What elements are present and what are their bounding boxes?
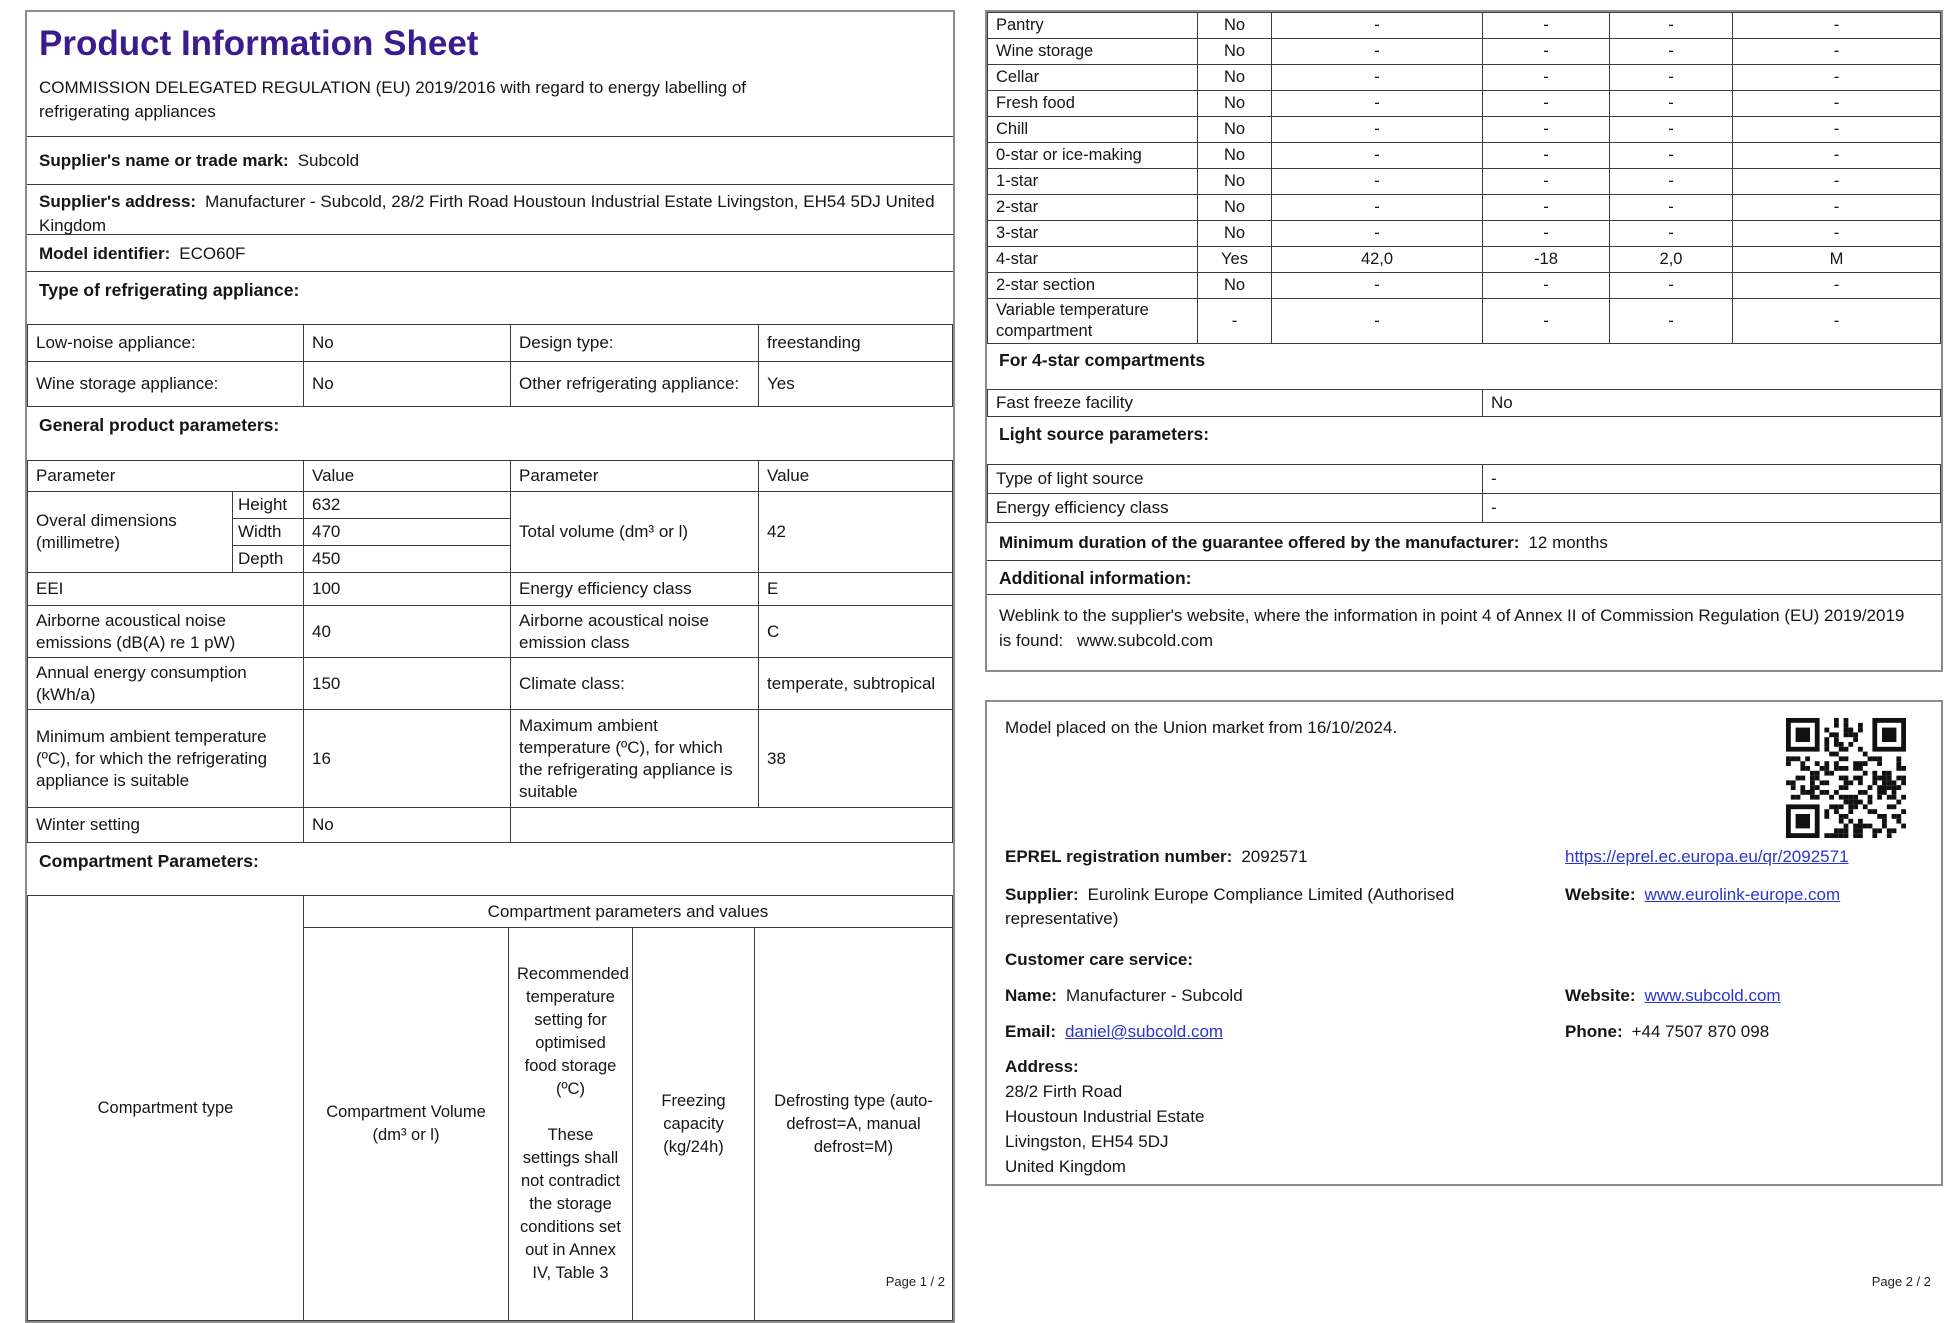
cell-v4: - — [1733, 143, 1941, 169]
cell-name: 2-star section — [988, 273, 1198, 299]
table-row — [28, 808, 953, 843]
name-value: Manufacturer - Subcold — [1065, 986, 1243, 1005]
cell-present: No — [1198, 65, 1272, 91]
max-ambient-label: Maximum ambient temperature (ºC), for which the refrigerating appliance is suitable — [511, 710, 759, 808]
cell-present: No — [1198, 195, 1272, 221]
wine-storage-value: No — [304, 362, 511, 407]
fast-freeze-table — [987, 389, 1941, 417]
cell-name: 3-star — [988, 221, 1198, 247]
eprel-label: EPREL registration number: — [1005, 847, 1233, 866]
noise-class-label: Airborne acoustical noise emission class — [511, 606, 759, 658]
cell-v3: - — [1610, 299, 1733, 344]
cell-v4: - — [1733, 65, 1941, 91]
supplier-name-value: Subcold — [297, 151, 360, 170]
cell-v1: - — [1272, 13, 1483, 39]
cell-v2: - — [1483, 39, 1610, 65]
cell-present: Yes — [1198, 247, 1272, 273]
cell-present: No — [1198, 221, 1272, 247]
website-label: Website: — [1565, 986, 1636, 1005]
depth-value: 450 — [304, 546, 511, 573]
min-ambient-label: Minimum ambient temperature (ºC), for which the refrigerating appliance is suitable — [28, 710, 304, 808]
compartment-band-header: Compartment parameters and values — [304, 896, 953, 928]
table-row — [988, 494, 1941, 523]
cell-v2: - — [1483, 195, 1610, 221]
compartment-row — [988, 195, 1941, 221]
email-row — [1005, 1020, 1223, 1044]
care-website-row — [1565, 984, 1781, 1008]
supplier-name-label: Supplier's name or trade mark: — [39, 151, 289, 170]
additional-info-header: Additional information: — [987, 561, 1941, 595]
page1-footer: Page 1 / 2 — [885, 1274, 945, 1289]
weblink-row — [987, 595, 1929, 657]
cell-v2: - — [1483, 13, 1610, 39]
light-type-label: Type of light source — [988, 465, 1483, 494]
address-label: Address: — [1005, 1057, 1079, 1076]
supplier-website-link[interactable]: www.eurolink-europe.com — [1644, 885, 1841, 904]
eprel-link[interactable]: https://eprel.ec.europa.eu/qr/2092571 — [1565, 847, 1849, 866]
page-subtitle: COMMISSION DELEGATED REGULATION (EU) 2019/2016 with regard to energy labelling of refrigerating appliances — [39, 78, 747, 121]
low-noise-label: Low-noise appliance: — [28, 325, 304, 362]
total-volume-value: 42 — [759, 492, 953, 573]
four-star-section-header: For 4-star compartments — [999, 350, 1206, 370]
cell-v3: - — [1610, 13, 1733, 39]
customer-care-header: Customer care service: — [1005, 950, 1194, 969]
compartment-row — [988, 143, 1941, 169]
general-parameters-table — [27, 460, 953, 843]
address-line: United Kingdom — [1005, 1157, 1126, 1176]
cell-v4: - — [1733, 221, 1941, 247]
cell-v2: -18 — [1483, 247, 1610, 273]
supplier-website-row — [1565, 883, 1840, 907]
cell-v1: - — [1272, 39, 1483, 65]
compartment-row — [988, 91, 1941, 117]
design-type-value: freestanding — [759, 325, 953, 362]
eprel-row — [1005, 845, 1308, 869]
guarantee-row — [987, 523, 1941, 561]
cell-v3: - — [1610, 195, 1733, 221]
cell-name: Fresh food — [988, 91, 1198, 117]
low-noise-value: No — [304, 325, 511, 362]
cell-v2: - — [1483, 273, 1610, 299]
eprel-link-cell — [1565, 845, 1849, 869]
cell-name: Chill — [988, 117, 1198, 143]
header-value: Value — [759, 461, 953, 492]
defrosting-type-header: Defrosting type (auto-defrost=A, manual defrost=M) — [755, 928, 953, 1321]
page-1 — [25, 10, 955, 1323]
total-volume-label: Total volume (dm³ or l) — [511, 492, 759, 573]
compartment-row — [988, 39, 1941, 65]
cell-v4: - — [1733, 13, 1941, 39]
page2-footer: Page 2 / 2 — [1871, 1274, 1931, 1289]
cell-v3: 2,0 — [1610, 247, 1733, 273]
phone-value: +44 7507 870 098 — [1631, 1022, 1770, 1041]
energy-class-value: E — [759, 573, 953, 606]
cell-v2: - — [1483, 299, 1610, 344]
cell-v4: - — [1733, 91, 1941, 117]
cell-v2: - — [1483, 169, 1610, 195]
name-label: Name: — [1005, 986, 1057, 1005]
supplier-address-row — [27, 185, 953, 235]
cell-v4: - — [1733, 195, 1941, 221]
header-parameter: Parameter — [511, 461, 759, 492]
compartment-row — [988, 247, 1941, 273]
cell-v1: - — [1272, 195, 1483, 221]
cell-name: Cellar — [988, 65, 1198, 91]
page-title: Product Information Sheet — [39, 24, 479, 63]
model-identifier-label: Model identifier: — [39, 244, 171, 263]
cell-present: No — [1198, 117, 1272, 143]
header-value: Value — [304, 461, 511, 492]
width-value: 470 — [304, 519, 511, 546]
compartment-row — [988, 65, 1941, 91]
climate-class-label: Climate class: — [511, 658, 759, 710]
supplier-label: Supplier: — [1005, 885, 1079, 904]
address-line: 28/2 Firth Road — [1005, 1082, 1123, 1101]
noise-label: Airborne acoustical noise emissions (dB(A) re 1 pW) — [28, 606, 304, 658]
supplier-row — [1005, 883, 1505, 931]
cell-v1: - — [1272, 91, 1483, 117]
model-identifier-row — [27, 235, 953, 272]
table-row — [988, 390, 1941, 417]
noise-value: 40 — [304, 606, 511, 658]
cell-v4: - — [1733, 273, 1941, 299]
recommended-temp-note: These settings shall not contradict the storage conditions set out in Annex IV, Table 3 — [520, 1126, 621, 1282]
max-ambient-value: 38 — [759, 710, 953, 808]
cell-present: - — [1198, 299, 1272, 344]
cell-v4: - — [1733, 39, 1941, 65]
cell-v3: - — [1610, 169, 1733, 195]
eprel-value: 2092571 — [1241, 847, 1308, 866]
cell-name: 1-star — [988, 169, 1198, 195]
table-row — [28, 573, 953, 606]
compartment-row — [988, 221, 1941, 247]
fast-freeze-value: No — [1483, 390, 1941, 417]
light-type-value: - — [1483, 465, 1941, 494]
page1-header — [27, 12, 953, 137]
cell-v3: - — [1610, 273, 1733, 299]
table-row — [28, 461, 953, 492]
type-section-header: Type of refrigerating appliance: — [39, 280, 300, 300]
cell-v2: - — [1483, 143, 1610, 169]
compartment-row — [988, 169, 1941, 195]
table-row — [28, 606, 953, 658]
cell-v2: - — [1483, 65, 1610, 91]
cell-v1: - — [1272, 65, 1483, 91]
qr-code — [1786, 718, 1906, 838]
compartment-section-header: Compartment Parameters: — [39, 851, 259, 871]
cell-present: No — [1198, 91, 1272, 117]
table-row — [28, 362, 953, 407]
cell-name: 4-star — [988, 247, 1198, 273]
page-2-info-box — [985, 700, 1943, 1186]
cell-v3: - — [1610, 65, 1733, 91]
weblink-url[interactable]: www.subcold.com — [1077, 631, 1214, 650]
care-name-row — [1005, 984, 1243, 1008]
min-ambient-value: 16 — [304, 710, 511, 808]
climate-class-value: temperate, subtropical — [759, 658, 953, 710]
address-line: Houstoun Industrial Estate — [1005, 1107, 1205, 1126]
annual-energy-value: 150 — [304, 658, 511, 710]
table-row — [28, 325, 953, 362]
cell-v2: - — [1483, 91, 1610, 117]
market-placed-text: Model placed on the Union market from 16/10/2024. — [1005, 718, 1398, 737]
light-source-table — [987, 464, 1941, 523]
other-appliance-label: Other refrigerating appliance: — [511, 362, 759, 407]
compartment-row — [988, 117, 1941, 143]
compartment-type-header: Compartment type — [28, 896, 304, 1321]
winter-setting-label: Winter setting — [28, 808, 304, 843]
cell-v3: - — [1610, 221, 1733, 247]
cell-v1: - — [1272, 273, 1483, 299]
annual-energy-label: Annual energy consumption (kWh/a) — [28, 658, 304, 710]
noise-class-value: C — [759, 606, 953, 658]
cell-v1: 42,0 — [1272, 247, 1483, 273]
light-energy-class-value: - — [1483, 494, 1941, 523]
cell-v4: - — [1733, 117, 1941, 143]
compartment-values-table — [987, 12, 1941, 344]
cell-present: No — [1198, 143, 1272, 169]
supplier-name-row — [27, 137, 953, 185]
cell-v1: - — [1272, 117, 1483, 143]
cell-v4: M — [1733, 247, 1941, 273]
compartment-row — [988, 299, 1941, 344]
other-appliance-value: Yes — [759, 362, 953, 407]
recommended-temp-header — [509, 928, 633, 1321]
address-line: Livingston, EH54 5DJ — [1005, 1132, 1169, 1151]
cell-name: Variable temperature compartment — [988, 299, 1198, 344]
table-row — [988, 465, 1941, 494]
light-section-header: Light source parameters: — [999, 424, 1210, 444]
cell-v2: - — [1483, 221, 1610, 247]
supplier-address-label: Supplier's address: — [39, 192, 197, 211]
general-section-header: General product parameters: — [39, 415, 280, 435]
phone-row — [1565, 1020, 1769, 1044]
cell-present: No — [1198, 13, 1272, 39]
compartment-row — [988, 13, 1941, 39]
cell-v4: - — [1733, 169, 1941, 195]
weblink-text: Weblink to the supplier's website, where the information in point 4 of Annex II of Commission Regulation (EU) 2019/2019 is found: — [999, 606, 1905, 650]
website-label: Website: — [1565, 885, 1636, 904]
height-label: Height — [233, 492, 304, 519]
supplier-value: Eurolink Europe Compliance Limited (Authorised representative) — [1005, 885, 1455, 928]
width-label: Width — [233, 519, 304, 546]
email-link[interactable]: daniel@subcold.com — [1065, 1022, 1224, 1041]
table-row — [28, 896, 953, 928]
compartment-volume-header: Compartment Volume (dm³ or l) — [304, 928, 509, 1321]
fast-freeze-label: Fast freeze facility — [988, 390, 1483, 417]
header-parameter: Parameter — [28, 461, 304, 492]
table-row — [28, 710, 953, 808]
cell-present: No — [1198, 273, 1272, 299]
cell-v1: - — [1272, 221, 1483, 247]
email-label: Email: — [1005, 1022, 1057, 1041]
cell-v1: - — [1272, 143, 1483, 169]
cell-name: 2-star — [988, 195, 1198, 221]
eei-value: 100 — [304, 573, 511, 606]
cell-v3: - — [1610, 39, 1733, 65]
table-row — [28, 492, 953, 519]
winter-setting-value: No — [304, 808, 511, 843]
compartment-header-table — [27, 895, 953, 1321]
guarantee-label: Minimum duration of the guarantee offered by the manufacturer: — [999, 533, 1520, 552]
type-table — [27, 324, 953, 407]
design-type-label: Design type: — [511, 325, 759, 362]
cell-v3: - — [1610, 117, 1733, 143]
cell-v4: - — [1733, 299, 1941, 344]
recommended-temp-text: Recommended temperature setting for optimised food storage (ºC) — [517, 965, 629, 1098]
wine-storage-label: Wine storage appliance: — [28, 362, 304, 407]
cell-v1: - — [1272, 299, 1483, 344]
dimensions-label: Overal dimensions (millimetre) — [28, 492, 233, 573]
cell-name: Pantry — [988, 13, 1198, 39]
energy-class-label: Energy efficiency class — [511, 573, 759, 606]
cell-present: No — [1198, 39, 1272, 65]
depth-label: Depth — [233, 546, 304, 573]
cell-v2: - — [1483, 117, 1610, 143]
care-website-link[interactable]: www.subcold.com — [1644, 986, 1781, 1005]
empty-cell — [511, 808, 953, 843]
phone-label: Phone: — [1565, 1022, 1623, 1041]
cell-v3: - — [1610, 91, 1733, 117]
cell-v3: - — [1610, 143, 1733, 169]
height-value: 632 — [304, 492, 511, 519]
table-row — [28, 658, 953, 710]
model-identifier-value: ECO60F — [179, 244, 246, 263]
compartment-row — [988, 273, 1941, 299]
light-energy-class-label: Energy efficiency class — [988, 494, 1483, 523]
freezing-capacity-header: Freezing capacity (kg/24h) — [633, 928, 755, 1321]
supplier-address-value: Manufacturer - Subcold, 28/2 Firth Road Houstoun Industrial Estate Livingston, EH54 5DJ United Kingdom — [39, 192, 935, 235]
address-block — [1005, 1054, 1204, 1179]
cell-name: 0-star or ice-making — [988, 143, 1198, 169]
page-2-table-box — [985, 10, 1943, 672]
cell-name: Wine storage — [988, 39, 1198, 65]
eei-label: EEI — [28, 573, 304, 606]
cell-v1: - — [1272, 169, 1483, 195]
guarantee-value: 12 months — [1528, 533, 1608, 552]
cell-present: No — [1198, 169, 1272, 195]
